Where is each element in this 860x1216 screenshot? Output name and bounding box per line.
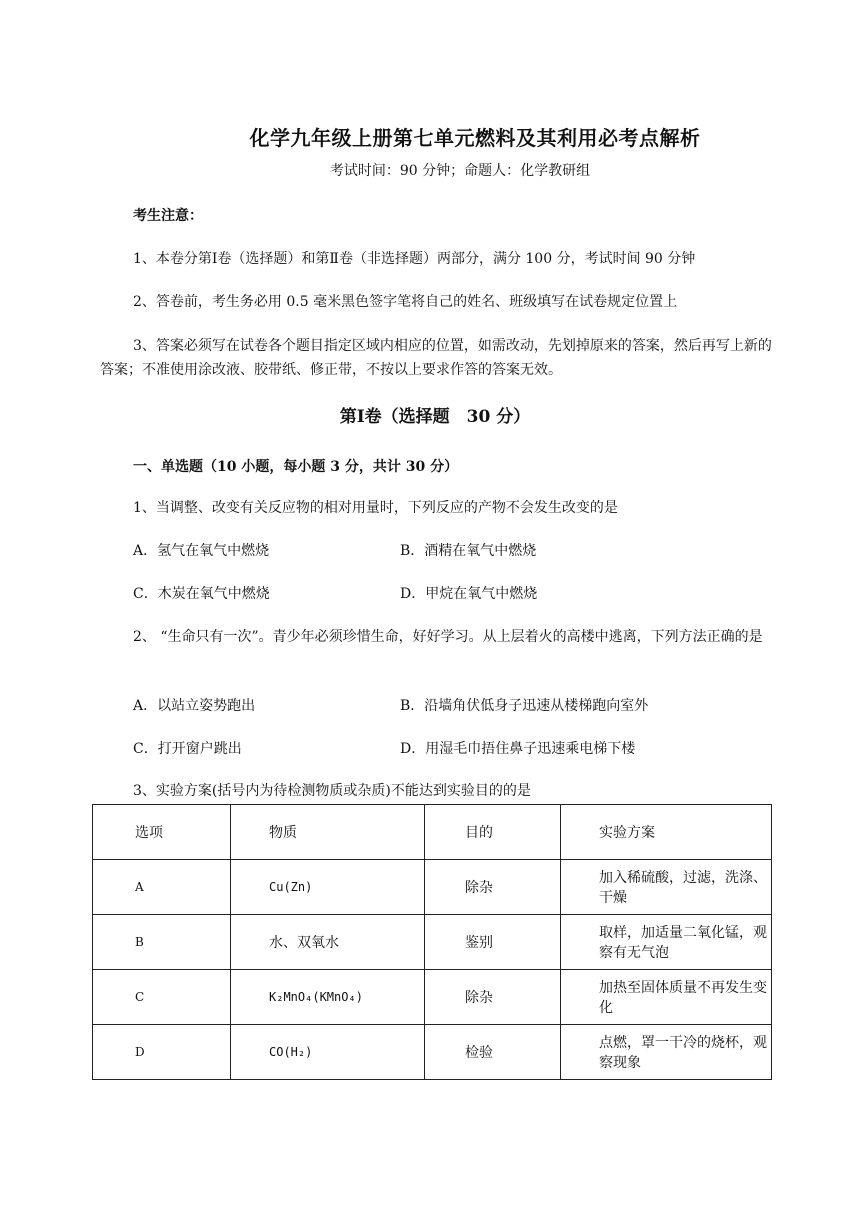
part-heading: 一、单选题（10 小题，每小题 3 分，共计 30 分）: [133, 459, 459, 475]
table-row: [93, 915, 772, 970]
row-purpose: 鉴别: [425, 915, 561, 970]
page-title: 化学九年级上册第七单元燃料及其利用必考点解析: [249, 126, 701, 150]
table-header-row: [93, 805, 772, 860]
notice-item-1: 1、本卷分第Ⅰ卷（选择题）和第Ⅱ卷（非选择题）两部分，满分 100 分，考试时间 90 分钟: [133, 251, 696, 267]
header-plan: 实验方案: [561, 805, 772, 860]
header-option: 选项: [93, 805, 231, 860]
table-row: [93, 1025, 772, 1080]
row-option: B: [93, 915, 231, 970]
question-1-option-c: C．木炭在氧气中燃烧: [133, 586, 270, 602]
row-substance: 水、双氧水: [231, 915, 425, 970]
question-1-option-b: B．酒精在氧气中燃烧: [400, 543, 537, 559]
question-2-option-d: D．用湿毛巾捂住鼻子迅速乘电梯下楼: [400, 741, 636, 757]
row-option: C: [93, 970, 231, 1025]
table-row: [93, 970, 772, 1025]
question-2-option-c: C．打开窗户跳出: [133, 741, 242, 757]
header-substance: 物质: [231, 805, 425, 860]
row-purpose: 除杂: [425, 970, 561, 1025]
row-substance: K₂MnO₄(KMnO₄): [231, 970, 425, 1025]
notice-heading: 考生注意：: [133, 208, 203, 224]
question-3-stem: 3、实验方案(括号内为待检测物质或杂质)不能达到实验目的的是: [133, 783, 531, 799]
section-title: 第Ⅰ卷（选择题 30 分）: [339, 407, 531, 427]
experiment-table: [92, 804, 772, 1080]
row-substance: CO(H₂): [231, 1025, 425, 1080]
question-1-option-d: D．甲烷在氧气中燃烧: [400, 586, 538, 602]
row-plan: 加热至固体质量不再发生变化: [561, 970, 772, 1025]
row-plan: 加入稀硫酸，过滤，洗涤、干燥: [561, 860, 772, 915]
header-purpose: 目的: [425, 805, 561, 860]
row-purpose: 检验: [425, 1025, 561, 1080]
row-option: D: [93, 1025, 231, 1080]
row-plan: 取样，加适量二氧化锰，观察有无气泡: [561, 915, 772, 970]
row-plan: 点燃，罩一干冷的烧杯，观察现象: [561, 1025, 772, 1080]
question-1-stem: 1、当调整、改变有关反应物的相对用量时，下列反应的产物不会发生改变的是: [133, 500, 618, 516]
notice-item-3: 3、答案必须写在试卷各个题目指定区域内相应的位置，如需改动，先划掉原来的答案，然后再写上新的答案；不准使用涂改液、胶带纸、修正带，不按以上要求作答的答案无效。: [100, 338, 772, 378]
question-2-option-a: A．以站立姿势跑出: [133, 698, 256, 714]
question-2-option-b: B．沿墙角伏低身子迅速从楼梯跑向室外: [400, 698, 649, 714]
question-2-stem: 2、 “生命只有一次”。青少年必须珍惜生命，好好学习。从上层着火的高楼中逃离，下列方法正确的是: [133, 629, 763, 645]
row-substance: Cu(Zn): [231, 860, 425, 915]
exam-info: 考试时间：90 分钟；命题人：化学教研组: [329, 163, 591, 179]
notice-item-2: 2、答卷前，考生务必用 0.5 毫米黑色签字笔将自己的姓名、班级填写在试卷规定位置上: [133, 294, 678, 310]
row-option: A: [93, 860, 231, 915]
question-1-option-a: A．氢气在氧气中燃烧: [133, 543, 270, 559]
table-row: [93, 860, 772, 915]
row-purpose: 除杂: [425, 860, 561, 915]
